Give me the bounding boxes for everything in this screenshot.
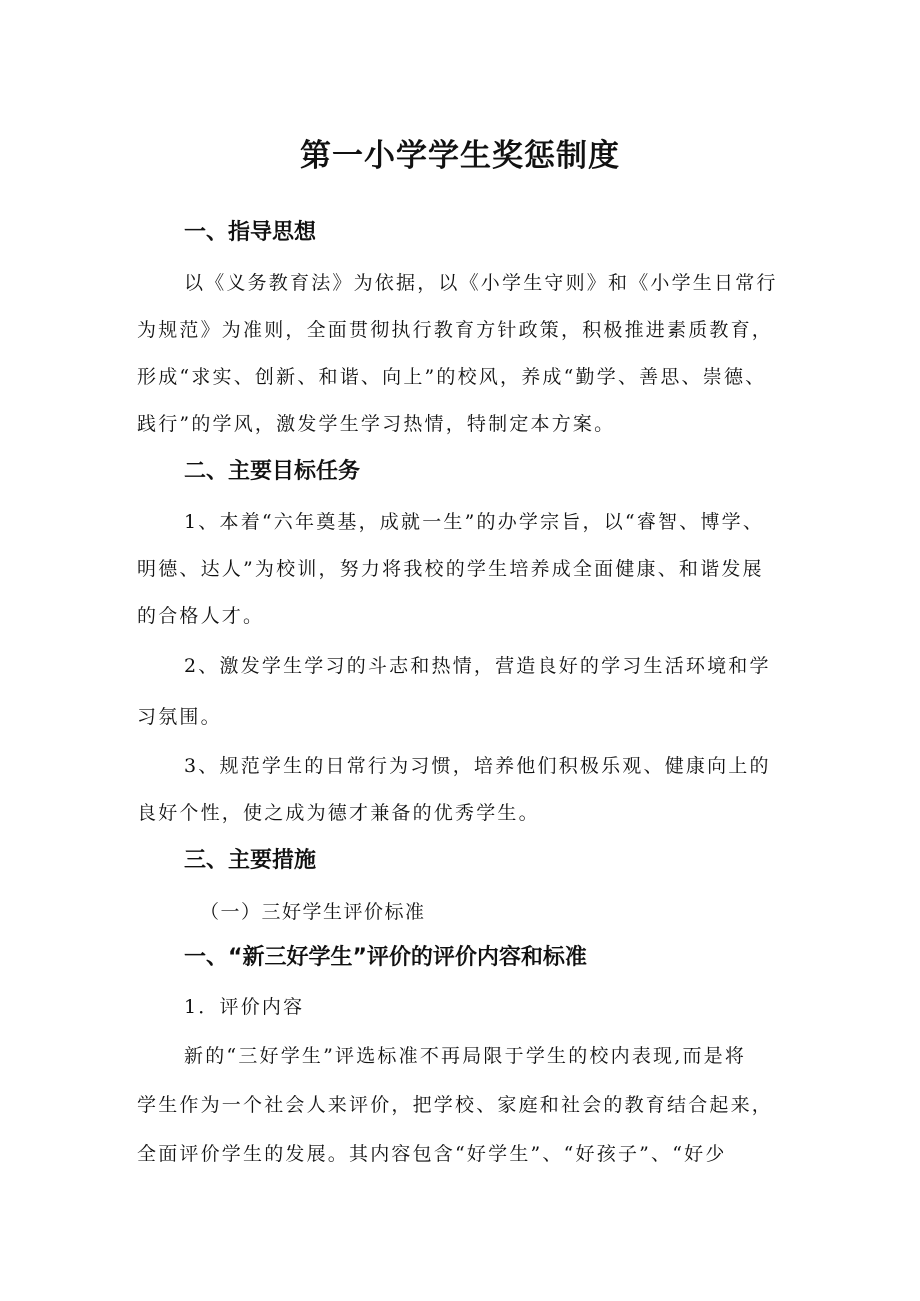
section-heading-evaluation-standards: 一、“新三好学生”评价的评价内容和标准: [184, 945, 587, 970]
paragraph-line: 3、规范学生的日常行为习惯，培养他们积极乐观、健康向上的: [184, 755, 771, 777]
document-title: 第一小学学生奖惩制度: [300, 138, 620, 174]
paragraph-line: 1、本着“六年奠基，成就一生”的办学宗旨，以“睿智、博学、: [184, 511, 765, 533]
paragraph-line: 全面评价学生的发展。其内容包含“好学生”、“好孩子”、“好少: [137, 1143, 727, 1165]
paragraph-line: 践行”的学风，激发学生学习热情，特制定本方案。: [137, 413, 616, 435]
paragraph-line: 以《义务教育法》为依据，以《小学生守则》和《小学生日常行: [184, 272, 778, 294]
paragraph-line: 2、激发学生学习的斗志和热情，营造良好的学习生活环境和学: [184, 655, 771, 677]
paragraph-line: 形成“求实、创新、和谐、向上”的校风，养成“勤学、善思、崇德、: [137, 366, 767, 388]
subsection-label: 1．评价内容: [184, 996, 305, 1018]
section-heading-main-measures: 三、主要措施: [184, 848, 317, 873]
paragraph-line: 为规范》为准则，全面贯彻执行教育方针政策，积极推进素质教育，: [137, 319, 774, 341]
paragraph-line: 良好个性，使之成为德才兼备的优秀学生。: [137, 802, 540, 824]
paragraph-line: 习氛围。: [137, 706, 222, 728]
paragraph-line: 学生作为一个社会人来评价，把学校、家庭和社会的教育结合起来，: [137, 1094, 774, 1116]
paragraph-line: 明德、达人”为校训，努力将我校的学生培养成全面健康、和谐发展: [137, 558, 764, 580]
paragraph-line: 新的“三好学生”评选标准不再局限于学生的校内表现,而是将: [184, 1045, 747, 1067]
subsection-label: （一）三好学生评价标准: [200, 901, 426, 923]
paragraph-line: 的合格人才。: [137, 605, 265, 627]
section-heading-guiding-ideology: 一、指导思想: [184, 220, 317, 245]
section-heading-main-goals: 二、主要目标任务: [184, 459, 361, 484]
